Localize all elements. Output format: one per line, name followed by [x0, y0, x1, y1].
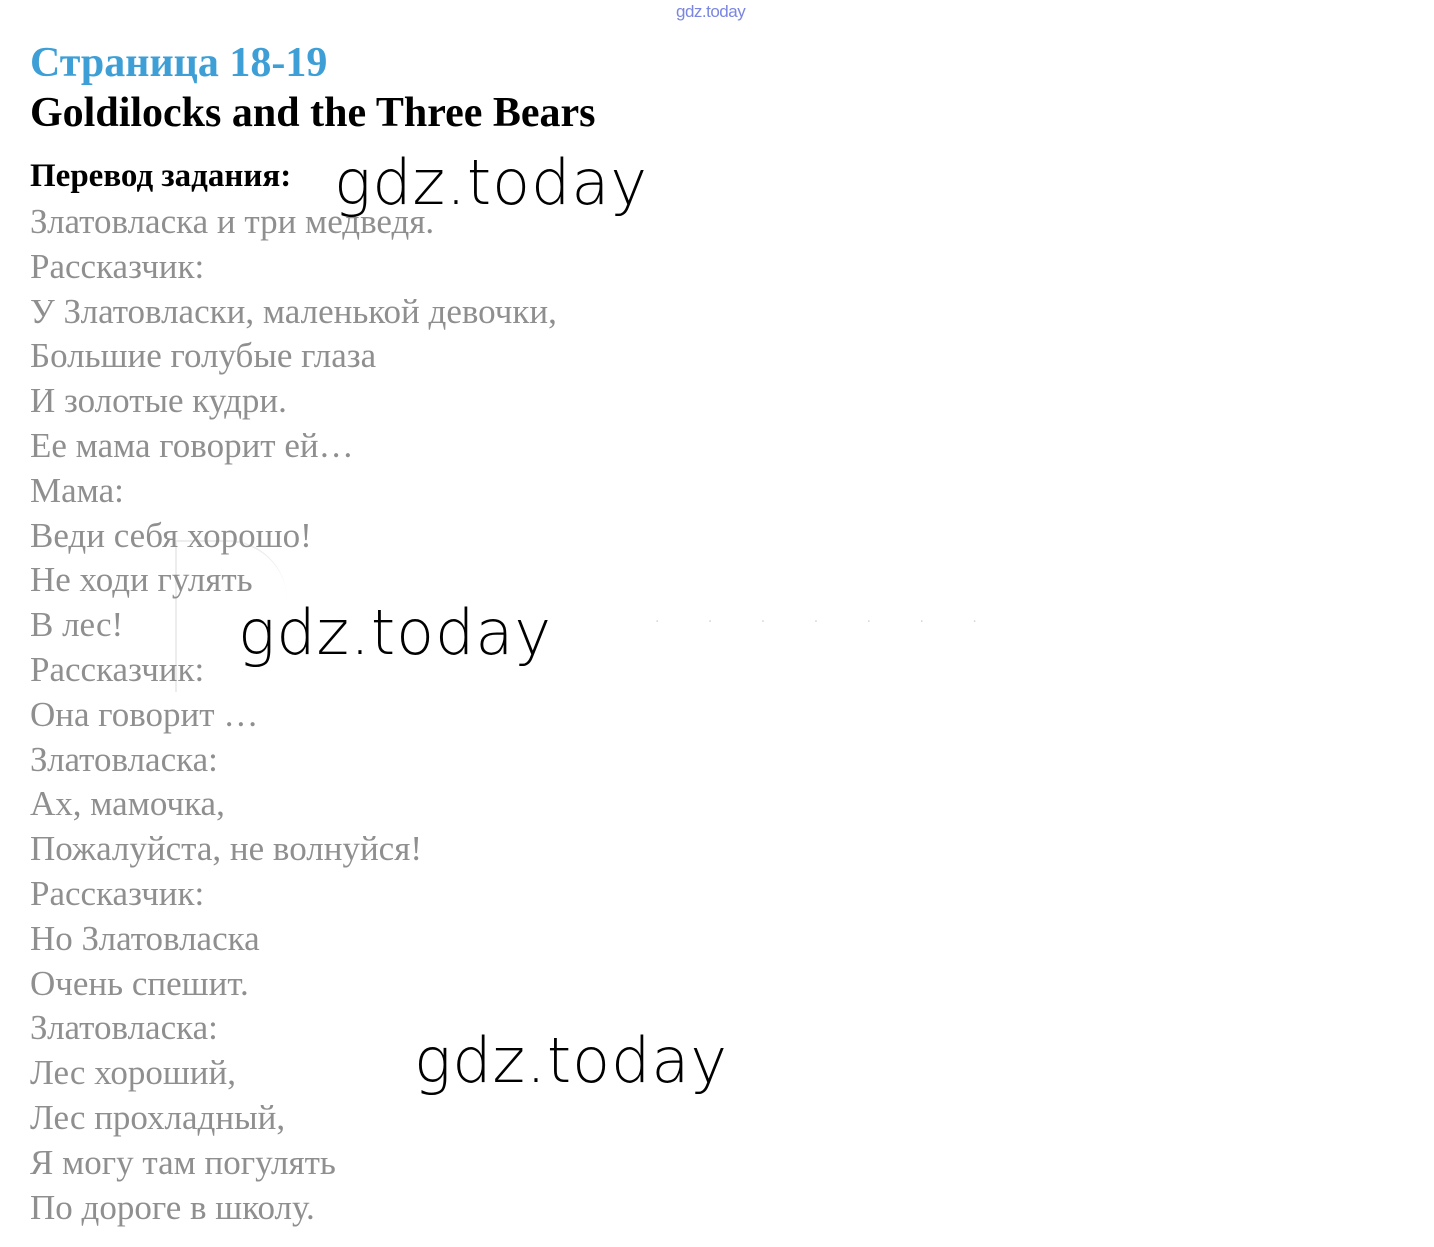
text-line: Она говорит …: [30, 694, 259, 734]
text-line: Не ходи гулять: [30, 560, 253, 600]
site-watermark-large: gdz.today: [334, 146, 649, 219]
text-line: Мама:: [30, 470, 124, 510]
faint-dotted-mark: . . . . . . .: [655, 610, 999, 626]
text-line: И золотые кудри.: [30, 381, 287, 421]
text-line: Веди себя хорошо!: [30, 515, 312, 555]
site-watermark-small: gdz.today: [676, 2, 746, 21]
text-line: По дороге в школу.: [30, 1187, 315, 1227]
text-line: Лес хороший,: [30, 1053, 237, 1093]
text-line: Я могу там погулять: [30, 1142, 336, 1182]
text-line: Рассказчик:: [30, 246, 205, 286]
text-line: Златовласка и три медведя.: [30, 202, 435, 241]
text-line: Но Златовласка: [30, 918, 260, 958]
text-line: Златовласка:: [30, 739, 218, 779]
site-watermark-large: gdz.today: [414, 1024, 729, 1097]
text-line: Рассказчик:: [30, 873, 205, 913]
text-line: Лес прохладный,: [30, 1097, 286, 1137]
text-line: У Златовласки, маленькой девочки,: [30, 291, 557, 331]
text-line: Большие голубые глаза: [30, 336, 377, 376]
text-line: Ее мама говорит ей…: [30, 425, 354, 465]
site-watermark-large: gdz.today: [238, 596, 553, 669]
text-line: Пожалуйста, не волнуйся!: [30, 829, 422, 869]
task-translation-label: Перевод задания:: [30, 158, 292, 194]
book-title: Goldilocks and the Three Bears: [30, 90, 596, 136]
text-line: В лес!: [30, 605, 124, 645]
text-line: Ах, мамочка,: [30, 784, 225, 824]
text-line: Златовласка:: [30, 1008, 218, 1048]
page-heading: Страница 18-19: [30, 40, 328, 86]
text-line: Очень спешит.: [30, 963, 249, 1003]
text-line: Рассказчик:: [30, 649, 205, 689]
